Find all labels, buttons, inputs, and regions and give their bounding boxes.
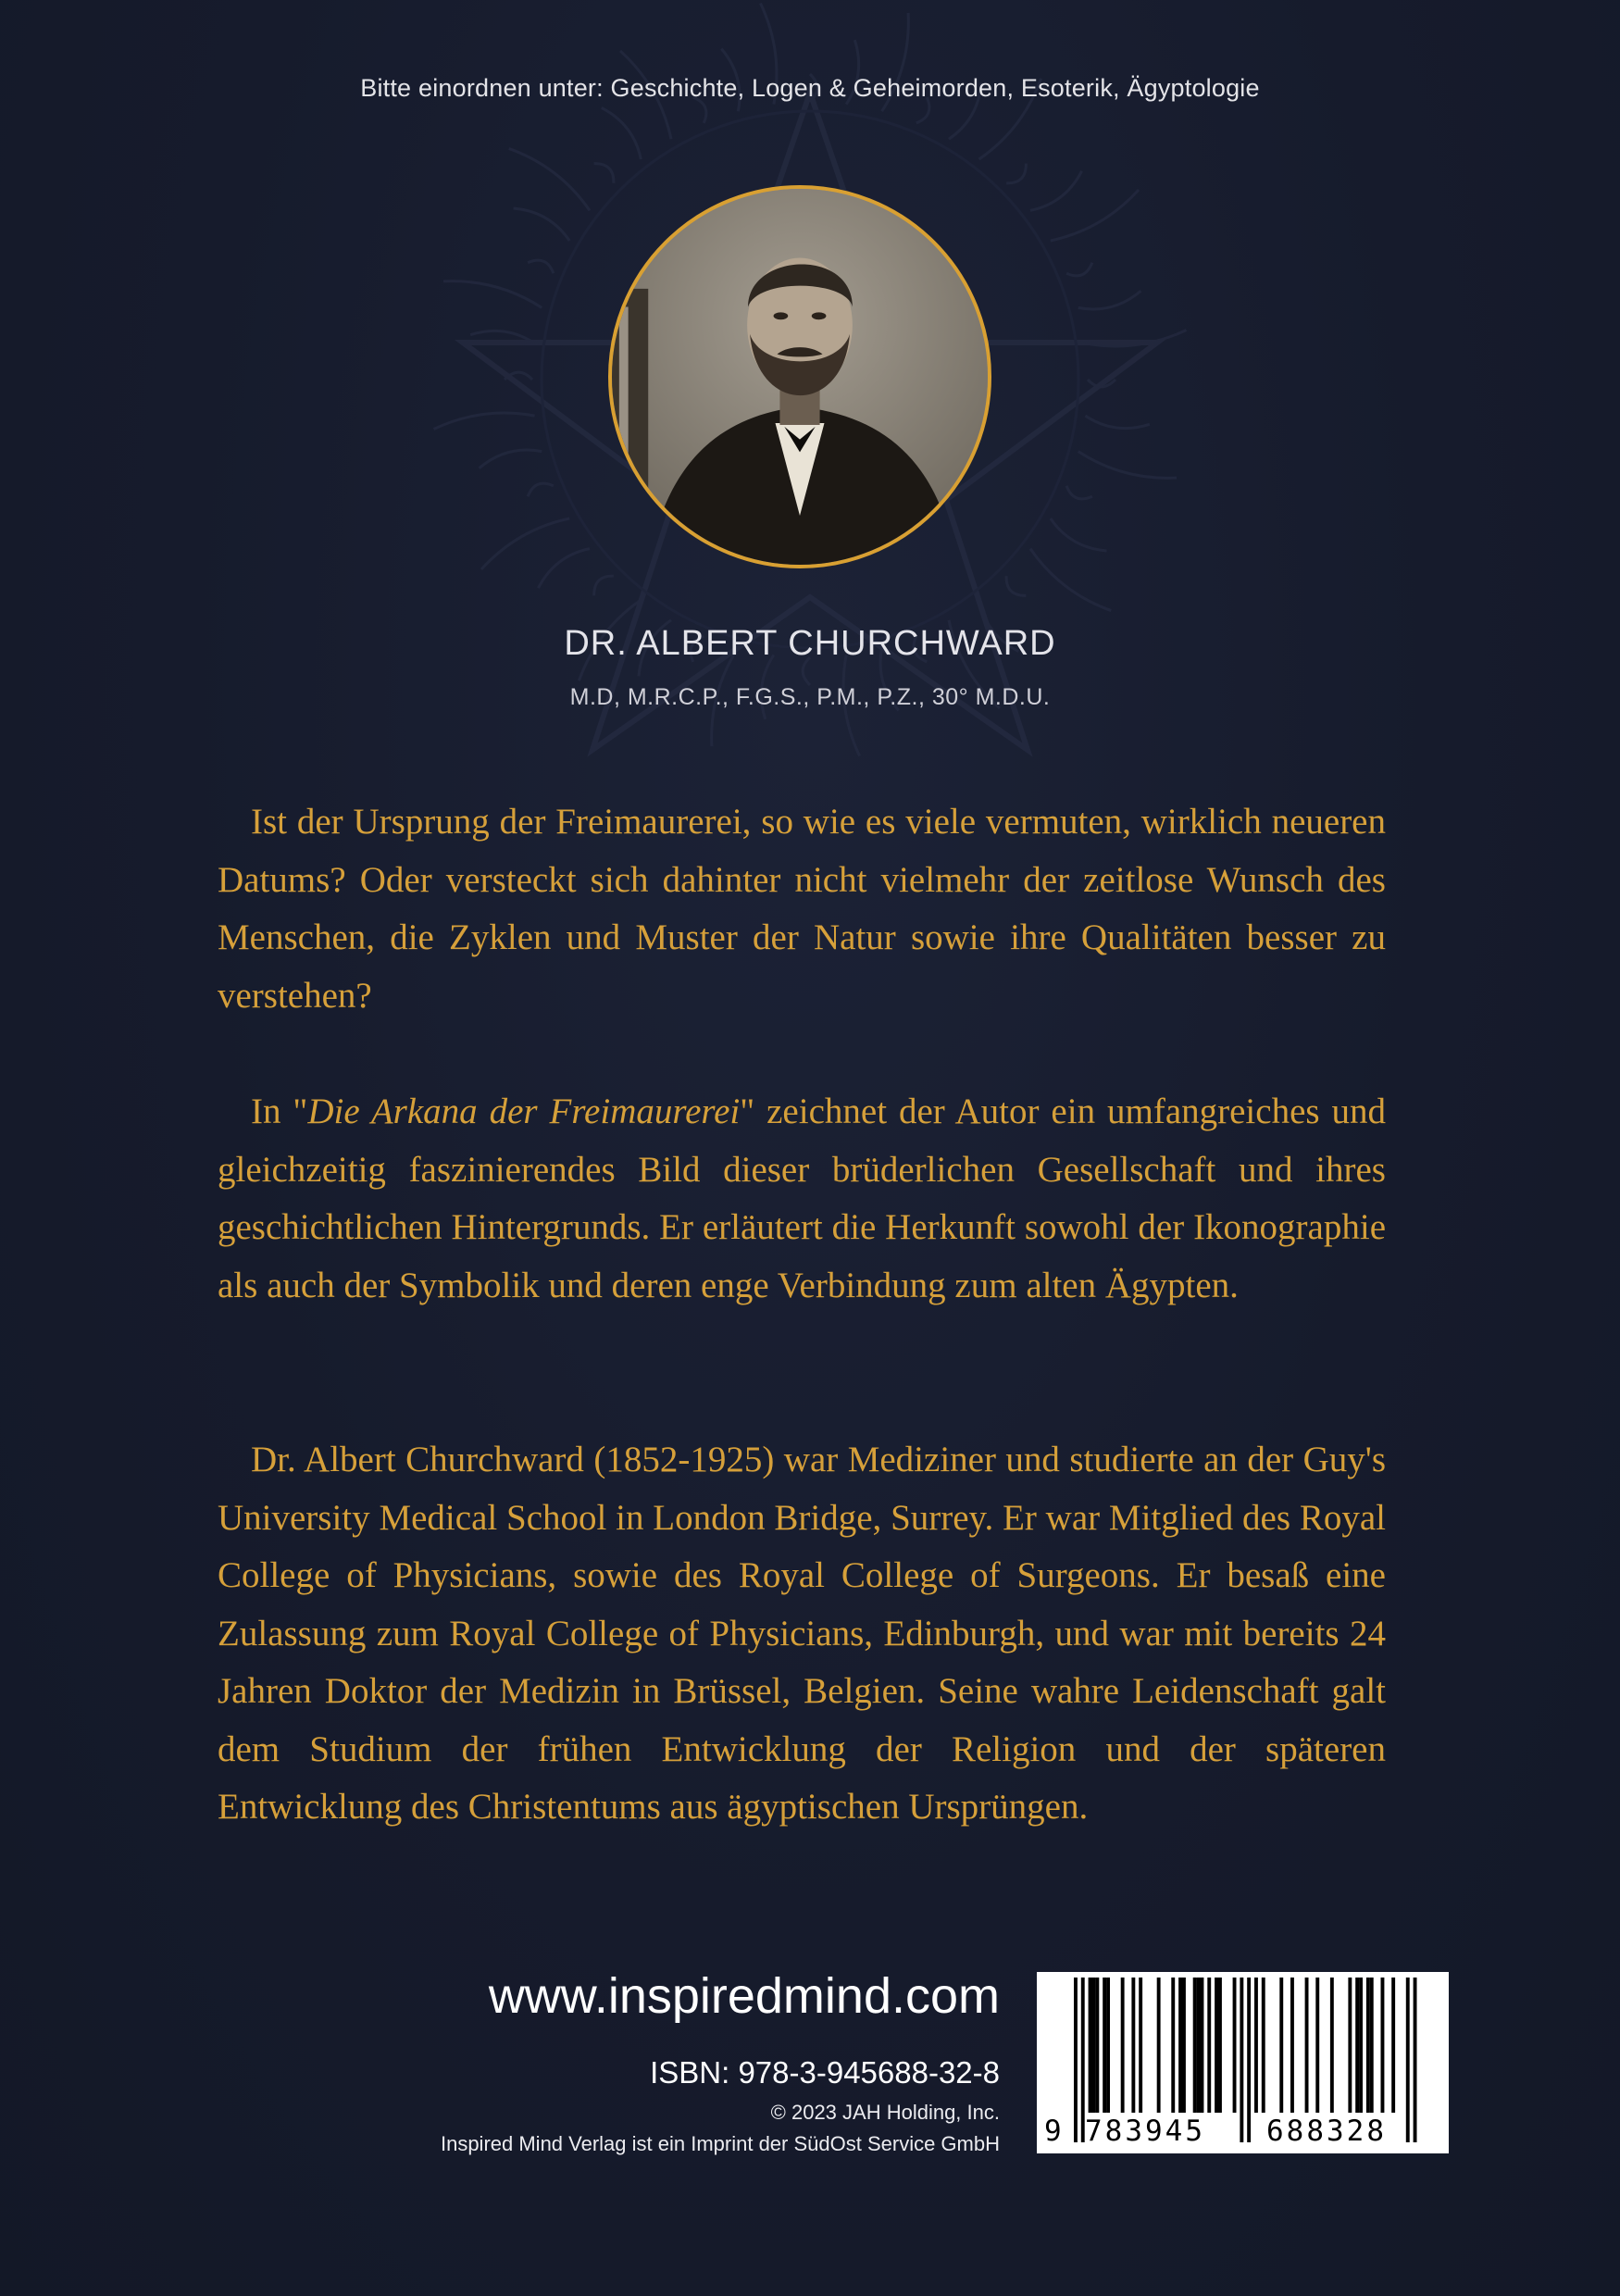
isbn: ISBN: 978-3-945688-32-8 <box>650 2055 1000 2090</box>
blurb-paragraph-2 <box>218 1083 1386 1315</box>
barcode-digits <box>1037 2109 1449 2150</box>
barcode-bar <box>1233 1978 1237 2113</box>
barcode-bar <box>1157 1978 1161 2113</box>
barcode-bar <box>1182 1978 1186 2113</box>
portrait-image <box>612 189 988 565</box>
barcode-bar <box>1089 1978 1092 2113</box>
barcode-bar <box>1315 1978 1319 2113</box>
barcode-bar <box>1359 1978 1363 2113</box>
barcode-bar <box>1218 1978 1222 2113</box>
category-line: Bitte einordnen unter: Geschichte, Logen & Geheimorden, Esoterik, Ägyptologie <box>360 74 1260 102</box>
publisher-website: www.inspiredmind.com <box>488 1968 1000 2024</box>
barcode-bar <box>1197 1978 1201 2113</box>
isbn-barcode <box>1037 1972 1449 2153</box>
barcode-bar <box>1103 1978 1106 2113</box>
blurb-paragraph-3: Dr. Albert Churchward (1852-1925) war Mediziner und studierte an der Guy's University Medical School in London Bridge, Surrey. Er war Mitglied des Royal College of Physicians, sowie des Royal College of Surgeons. Er besaß eine Zulassung zum Royal College of Physicians, Edinburgh, und war mit bereits 24 Jahren Doktor der Medizin in Brüssel, Belgien. Seine wahre Leidenschaft galt dem Studium der frühen Entwicklung der Religion und der späteren Entwicklung des Christentums aus ägyptischen Ursprüngen. <box>218 1440 1386 1827</box>
barcode-left-group: 783945 <box>1085 2115 1205 2148</box>
barcode-bar <box>1193 1978 1197 2113</box>
barcode-bar <box>1391 1978 1395 2113</box>
barcode-bar <box>1106 1978 1110 2113</box>
barcode-right-group: 688328 <box>1266 2115 1387 2148</box>
barcode-bar <box>1171 1978 1175 2113</box>
barcode-bar <box>1290 1978 1294 2113</box>
barcode-bar <box>1355 1978 1359 2113</box>
barcode-bar <box>1095 1978 1099 2113</box>
barcode-bar <box>1131 1978 1135 2113</box>
blurb-p2-rest: " zeichnet der Autor ein umfangreiches und gleichzeitig faszinierendes Bild dieser brüderlichen Gesellschaft und ihres geschichtlichen Hintergrunds. Er erläutert die Herkunft sowohl der Ikonographie als auch der Symbolik und deren enge Verbindung zum alten Ägypten. <box>218 1092 1386 1305</box>
author-titles: M.D, M.R.C.P., F.G.S., P.M., P.Z., 30° M.D.U. <box>569 684 1051 710</box>
barcode-bar <box>1092 1978 1096 2113</box>
barcode-bar <box>1370 1978 1374 2113</box>
author-name: DR. ALBERT CHURCHWARD <box>564 624 1056 663</box>
author-portrait <box>608 185 991 568</box>
blurb-p2-lead: In " <box>251 1092 308 1131</box>
barcode-bar <box>1121 1978 1125 2113</box>
barcode-bar <box>1254 1978 1258 2113</box>
barcode-first-digit: 9 <box>1044 2115 1062 2148</box>
barcode-bar <box>1381 1978 1385 2113</box>
copyright-line: © 2023 JAH Holding, Inc. <box>770 2101 1000 2124</box>
barcode-bar <box>1262 1978 1265 2113</box>
barcode-bar <box>1207 1978 1211 2113</box>
book-title: Die Arkana der Freimaurerei <box>307 1092 741 1131</box>
barcode-bar <box>1139 1978 1142 2113</box>
barcode-bar <box>1279 1978 1283 2113</box>
barcode-bar <box>1330 1978 1334 2113</box>
barcode-bar <box>1215 1978 1218 2113</box>
blurb-paragraph-1: Ist der Ursprung der Freimaurerei, so wie es viele vermuten, wirklich neueren Datums? Oder versteckt sich dahinter nicht vielmehr der zeitlose Wunsch des Menschen, die Zyklen und Muster der Natur sowie ihre Qualitäten besser zu verstehen? <box>218 802 1386 1016</box>
barcode-bar <box>1305 1978 1309 2113</box>
barcode-bar <box>1366 1978 1370 2113</box>
barcode-bar <box>1178 1978 1182 2113</box>
barcode-bar <box>1348 1978 1352 2113</box>
imprint-line: Inspired Mind Verlag ist ein Imprint der SüdOst Service GmbH <box>440 2132 1000 2155</box>
barcode-bar <box>1201 1978 1204 2113</box>
